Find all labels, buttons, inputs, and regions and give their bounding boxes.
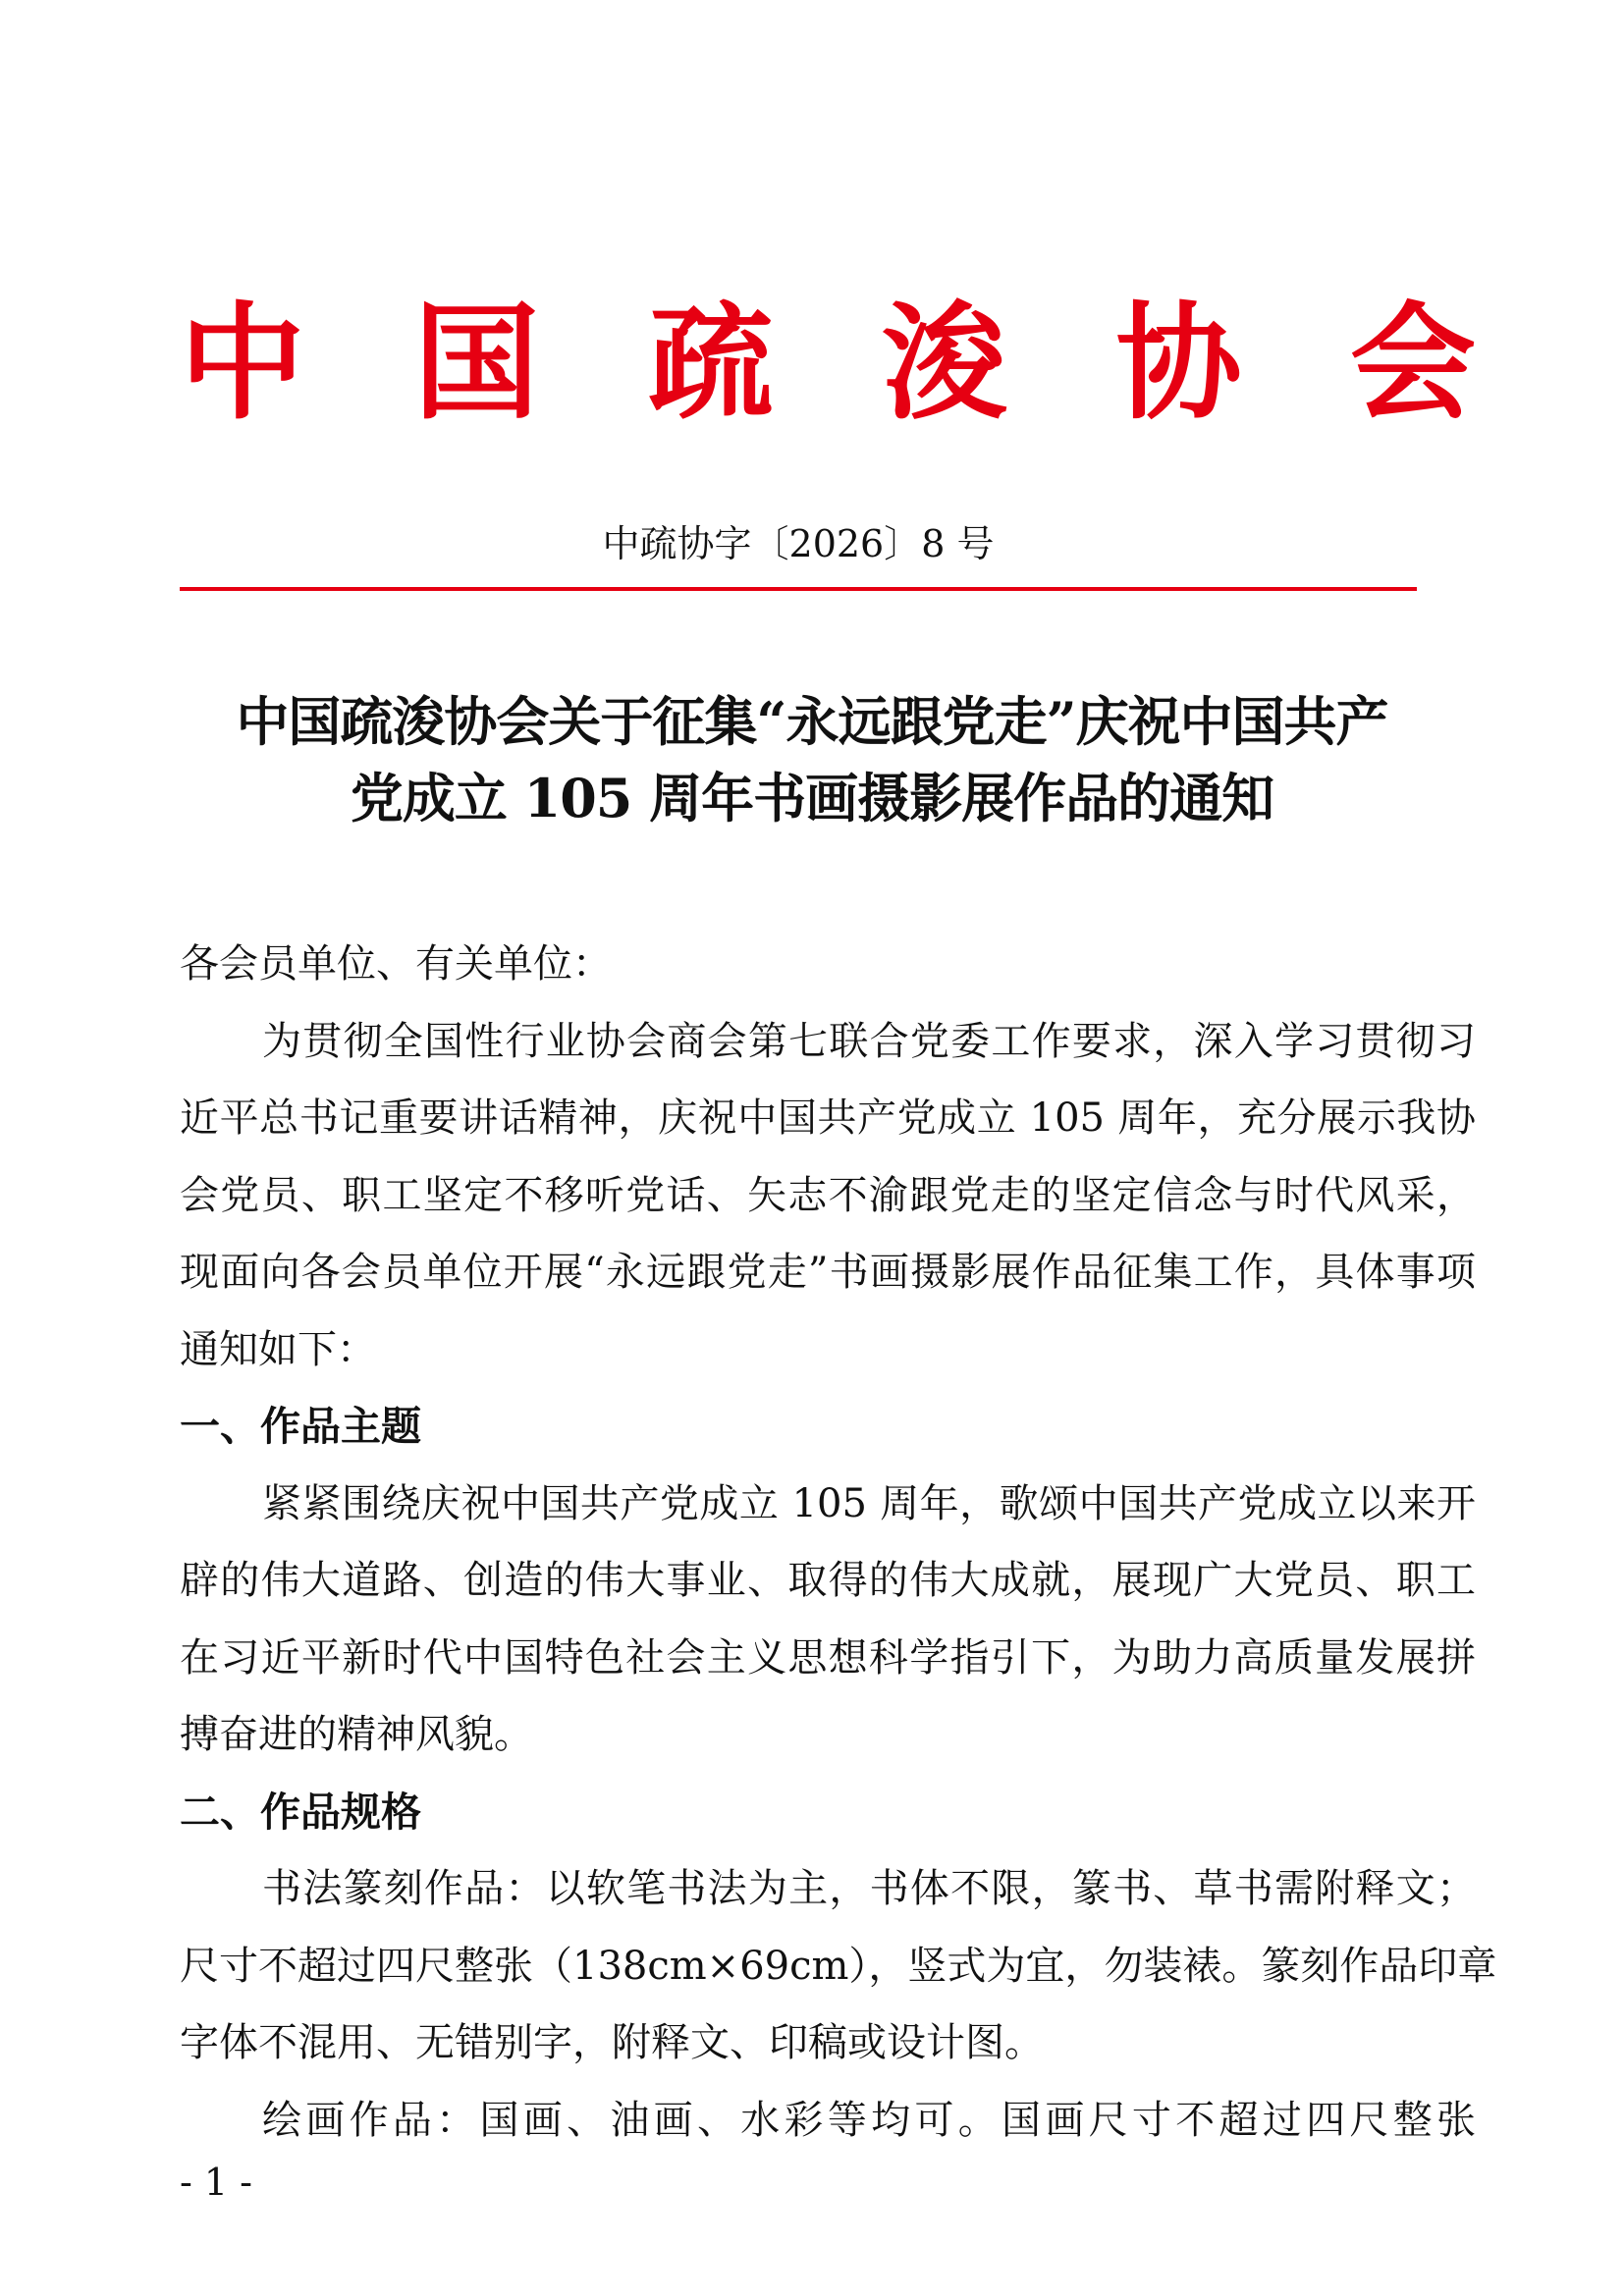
- section-line: 字体不混用、无错别字，附释文、印稿或设计图。: [180, 2020, 1044, 2065]
- org-name-char: 国: [413, 290, 540, 437]
- document-body: [180, 926, 1497, 2159]
- document-number: 中疏协字〔2026〕8 号: [602, 522, 995, 565]
- intro-line: 通知如下：: [180, 1326, 376, 1372]
- section-line: 紧紧围绕庆祝中国共产党成立 105 周年，歌颂中国共产党成立以来开: [262, 1480, 1476, 1526]
- title-line-1: 中国疏浚协会关于征集“永远跟党走”庆祝中国共产: [236, 690, 1388, 753]
- section-line: 辟的伟大道路、创造的伟大事业、取得的伟大成就，展现广大党员、职工: [180, 1558, 1476, 1603]
- section-line: 书法篆刻作品：以软笔书法为主，书体不限，篆书、草书需附释文；: [262, 1866, 1476, 1911]
- section-line: 搏奋进的精神风貌。: [180, 1712, 533, 1757]
- document-title: [147, 683, 1477, 836]
- organization-name-header: [180, 290, 1476, 437]
- intro-line: 为贯彻全国性行业协会商会第七联合党委工作要求，深入学习贯彻习: [262, 1018, 1476, 1064]
- title-line-2: 党成立 105 周年书画摄影展作品的通知: [350, 767, 1274, 829]
- org-name-char: 中: [180, 290, 306, 437]
- page-number: - 1 -: [180, 2161, 253, 2204]
- section-line: 尺寸不超过四尺整张（138cm×69cm），竖式为宜，勿装裱。篆刻作品印章: [180, 1943, 1497, 1989]
- org-name-char: 浚: [882, 290, 1008, 437]
- salutation: 各会员单位、有关单位：: [180, 941, 612, 987]
- section-line: 在习近平新时代中国特色社会主义思想科学指引下，为助力高质量发展拼: [180, 1634, 1476, 1681]
- section-heading-theme: 一、作品主题: [180, 1403, 421, 1450]
- intro-line: 近平总书记重要讲话精神，庆祝中国共产党成立 105 周年，充分展示我协: [180, 1095, 1476, 1141]
- section-line: 绘画作品：国画、油画、水彩等均可。国画尺寸不超过四尺整张: [262, 2097, 1476, 2143]
- intro-line: 现面向各会员单位开展“永远跟党走”书画摄影展作品征集工作，具体事项: [180, 1250, 1476, 1295]
- intro-line: 会党员、职工坚定不移听党话、矢志不渝跟党走的坚定信念与时代风采，: [180, 1172, 1476, 1218]
- org-name-char: 会: [1349, 290, 1476, 437]
- red-header-rule: [180, 587, 1417, 591]
- org-name-char: 疏: [647, 290, 774, 437]
- section-heading-specs: 二、作品规格: [180, 1788, 421, 1836]
- org-name-char: 协: [1115, 290, 1242, 437]
